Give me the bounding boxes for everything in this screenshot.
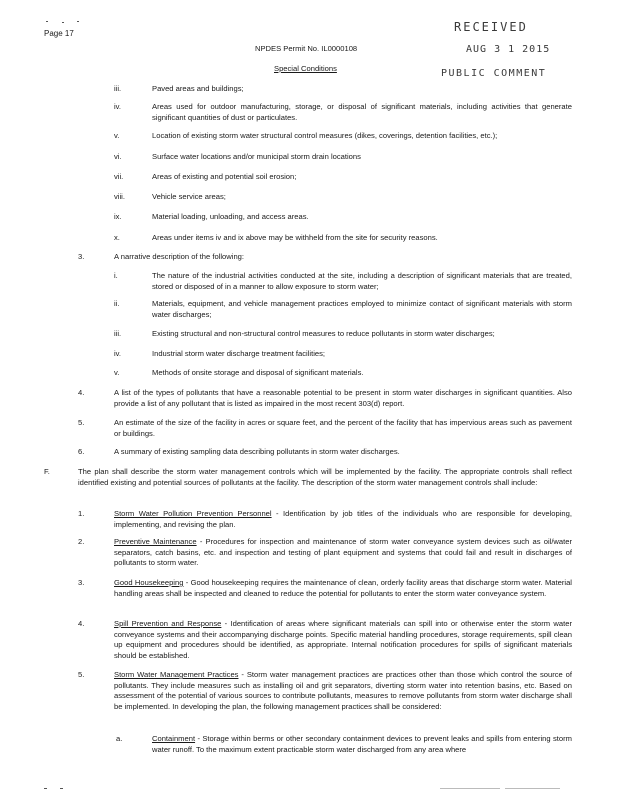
item-number: 5. xyxy=(78,418,85,427)
subitem-title: Containment xyxy=(152,734,196,743)
received-stamp: RECEIVED xyxy=(454,20,528,34)
list-number: i. xyxy=(114,271,118,280)
control-text: - Identification by job titles of the individuals who are responsible for developing, implementing, and revising the plan. xyxy=(114,509,572,529)
item-number: 4. xyxy=(78,619,85,628)
list-number: x. xyxy=(114,233,120,242)
list-number: ix. xyxy=(114,212,122,221)
list-item-text: The nature of the industrial activities conducted at the site, including a description of significant materials that are treated, stored or disposed of in a manner to allow exposure to storm water; xyxy=(152,271,572,291)
scan-speck xyxy=(44,788,47,789)
control-title: Storm Water Pollution Prevention Personnel xyxy=(114,509,272,518)
section-title: Special Conditions xyxy=(274,64,337,73)
control-title: Spill Prevention and Response xyxy=(114,619,222,628)
control-text: - Identification of areas where significant materials can spill into or otherwise enter the storm water conveyance systems and their accompanying discharge points. Specific material handling procedures, storage requirements, spill clean up equipment and procedures should be identified, as appropriate. Internal notification procedures for spills of significant materials should be established. xyxy=(114,619,572,660)
list-number: iii. xyxy=(114,329,122,338)
list-number: iii. xyxy=(114,84,122,93)
control-title: Good Housekeeping xyxy=(114,578,184,587)
control-item xyxy=(114,670,572,712)
list-number: ii. xyxy=(114,299,120,308)
subitem-text: - Storage within berms or other secondary containment devices to prevent leaks and spills from entering storm water runoff. To the maximum extent practicable storm water discharged from any area where xyxy=(152,734,572,754)
list-item-text: Areas of existing and potential soil erosion; xyxy=(152,172,297,181)
office-stamp: PUBLIC COMMENT xyxy=(441,68,547,79)
section-letter: F. xyxy=(44,467,50,476)
list-item-text: Materials, equipment, and vehicle management practices employed to minimize contact of significant materials with storm water discharges; xyxy=(152,299,572,319)
list-number: iv. xyxy=(114,349,122,358)
list-item-text: Areas used for outdoor manufacturing, storage, or disposal of significant materials, including activities that generate significant quantities of dust or particulates. xyxy=(152,102,572,122)
control-text: - Procedures for inspection and maintenance of storm water conveyance system devices such as oil/water separators, catch basins, etc. and inspection and testing of plant equipment and systems that could fail and result in discharges of pollutants to storm water. xyxy=(114,537,572,568)
list-item-text: Material loading, unloading, and access areas. xyxy=(152,212,309,221)
list-item-text: Industrial storm water discharge treatment facilities; xyxy=(152,349,326,358)
control-item xyxy=(114,509,572,530)
item-text: A summary of existing sampling data describing pollutants in storm water discharges. xyxy=(114,447,400,456)
page-number: Page 17 xyxy=(44,29,74,38)
list-item-text: Methods of onsite storage and disposal of significant materials. xyxy=(152,368,364,377)
scan-speck xyxy=(60,788,63,789)
list-item-text: Surface water locations and/or municipal storm drain locations xyxy=(152,152,361,161)
control-text: - Good housekeeping requires the maintenance of clean, orderly facility areas that discharge storm water. Material handling areas shall be inspected and cleaned to reduce the potential for pollutants to enter the storm water conveyance system. xyxy=(114,578,572,598)
scan-speck xyxy=(440,788,500,789)
list-number: v. xyxy=(114,131,120,140)
received-date-stamp: AUG 3 1 2015 xyxy=(466,44,551,55)
list-number: vi. xyxy=(114,152,122,161)
item-text: An estimate of the size of the facility in acres or square feet, and the percent of the facility that has impervious areas such as pavement or buildings. xyxy=(114,418,572,438)
list-item-text: Areas under items iv and ix above may be withheld from the site for security reasons. xyxy=(152,233,438,242)
scan-speck xyxy=(505,788,560,789)
scan-speck xyxy=(46,21,48,22)
list-number: v. xyxy=(114,368,120,377)
control-title: Storm Water Management Practices xyxy=(114,670,239,679)
item-number: 4. xyxy=(78,388,85,397)
item-number: 1. xyxy=(78,509,85,518)
item-number: 3. xyxy=(78,252,85,261)
list-item-text: Paved areas and buildings; xyxy=(152,84,244,93)
scan-speck xyxy=(77,21,79,22)
list-number: a. xyxy=(116,734,123,743)
list-item-text: Location of existing storm water structural control measures (dikes, coverings, detention facilities, etc.); xyxy=(152,131,498,140)
control-subitem xyxy=(152,734,572,755)
control-item xyxy=(114,578,572,599)
permit-number: NPDES Permit No. IL0000108 xyxy=(255,44,358,53)
list-number: iv. xyxy=(114,102,122,111)
control-item xyxy=(114,619,572,661)
section-text: The plan shall describe the storm water management controls which will be implemented by the facility. The appropriate controls shall reflect identified existing and potential sources of pollutants at the facility. The description of the storm water management controls shall include: xyxy=(78,467,572,487)
list-number: vii. xyxy=(114,172,124,181)
item-number: 5. xyxy=(78,670,85,679)
list-item-text: Existing structural and non-structural control measures to reduce pollutants in storm water discharges; xyxy=(152,329,495,338)
control-text: - Storm water management practices are practices other than those which control the source of pollutants. They include measures such as installing oil and grit separators, diverting storm water into retention basins, etc. Based on assessment of the potential of various sources to contribute pollutants, measures to remove pollutants from storm water discharge shall be implemented. In developing the plan, the following management practices shall be considered: xyxy=(114,670,572,711)
item-number: 2. xyxy=(78,537,85,546)
control-item xyxy=(114,537,572,569)
list-number: viii. xyxy=(114,192,125,201)
item-number: 3. xyxy=(78,578,85,587)
list-item-text: Vehicle service areas; xyxy=(152,192,226,201)
item-text: A narrative description of the following: xyxy=(114,252,245,261)
item-text: A list of the types of pollutants that have a reasonable potential to be present in storm water discharges in significant quantities. Also provide a list of any pollutant that is listed as impaired in the most recent 303(d) report. xyxy=(114,388,572,408)
item-number: 6. xyxy=(78,447,85,456)
control-title: Preventive Maintenance xyxy=(114,537,197,546)
scan-speck xyxy=(62,22,64,23)
